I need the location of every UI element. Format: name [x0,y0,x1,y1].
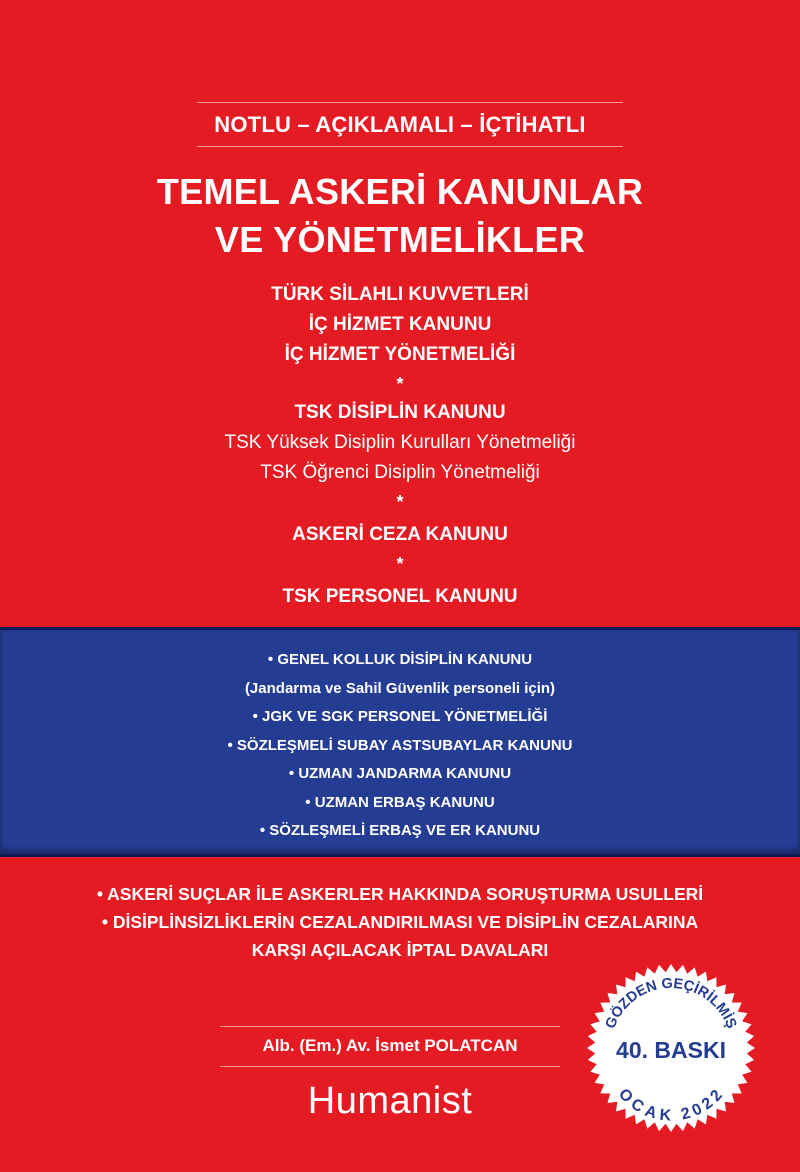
edition-badge [585,962,757,1134]
cover-notes [0,880,800,964]
band-item: • UZMAN ERBAŞ KANUNU [305,793,495,811]
band-item: • SÖZLEŞMELİ ERBAŞ VE ER KANUNU [259,822,541,839]
author-name: Alb. (Em.) Av. İsmet POLATCAN [262,1036,518,1055]
section-personel: TSK PERSONEL KANUNU [282,586,518,607]
publisher-logo: Humanist [307,1080,473,1122]
note-line-3: KARŞI AÇILACAK İPTAL DAVALARI [251,940,549,960]
book-title-line-2: VE YÖNETMELİKLER [214,219,586,260]
section-ic-hizmet [0,280,800,370]
note-line-1: • ASKERİ SUÇLAR İLE ASKERLER HAKKINDA SORUŞTURMA USULLERİ [96,884,704,904]
badge-middle-text: 40. BASKI [616,1037,726,1063]
band-item: • SÖZLEŞMELİ SUBAY ASTSUBAYLAR KANUNU [227,736,573,754]
separator-star-3: * [396,554,404,574]
section-disiplin [0,398,800,488]
subtitle-top-rule [197,102,623,103]
section-ceza: ASKERİ CEZA KANUNU [292,524,508,545]
band-item: (Jandarma ve Sahil Güvenlik personeli için) [244,679,556,697]
band-item: • JGK VE SGK PERSONEL YÖNETMELİĞİ [252,708,548,725]
author-top-rule [220,1026,560,1027]
note-line-2: • DİSİPLİNSİZLİKLERİN CEZALANDIRILMASI VE DİSİPLİN CEZALARINA [101,912,699,932]
section2-title: TSK DİSİPLİN KANUNU [294,402,506,423]
separator-star-2: * [396,492,404,512]
subtitle-bottom-rule [197,146,623,147]
section2-item-2: TSK Öğrenci Disiplin Yönetmeliği [260,462,540,483]
book-title [0,168,800,264]
badge-bottom-text: OCAK 2022 [614,1085,728,1125]
band-item: • UZMAN JANDARMA KANUNU [288,765,512,782]
author-bottom-rule [220,1066,560,1067]
section1-line-3: İÇ HİZMET YÖNETMELİĞİ [284,344,516,365]
section1-line-2: İÇ HİZMET KANUNU [308,314,492,335]
blue-band [0,630,800,854]
badge-top-text: GÖZDEN GEÇİRİLMİŞ [602,975,740,1032]
section2-item-1: TSK Yüksek Disiplin Kurulları Yönetmeliği [224,432,576,453]
book-title-line-1: TEMEL ASKERİ KANUNLAR [156,171,644,212]
section1-line-1: TÜRK SİLAHLI KUVVETLERİ [271,284,529,305]
band-item: • GENEL KOLLUK DİSİPLİN KANUNU [267,651,533,668]
band-list [0,646,800,846]
book-subtitle: NOTLU – AÇIKLAMALI – İÇTİHATLI [214,112,586,137]
separator-star-1: * [396,374,404,394]
